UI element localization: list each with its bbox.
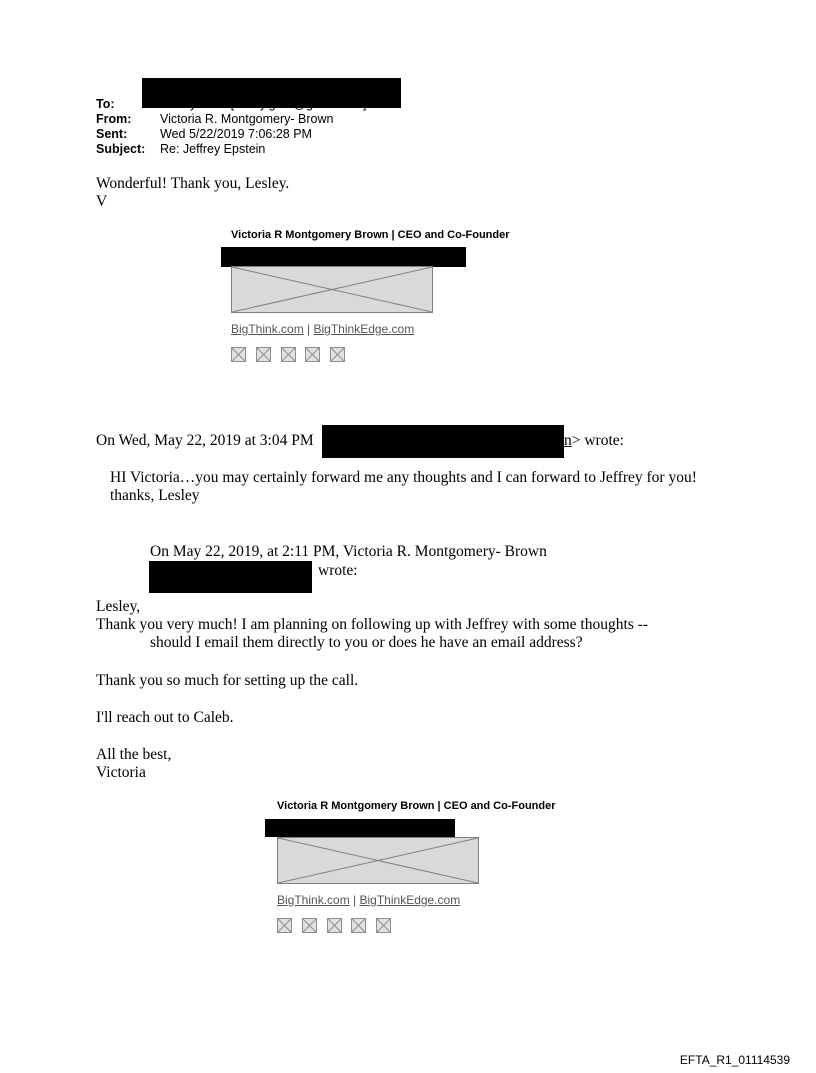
- sent-value: Wed 5/22/2019 7:06:28 PM: [160, 127, 312, 141]
- reply-line-1: Wonderful! Thank you, Lesley.: [96, 175, 290, 192]
- broken-image-icon[interactable]: [231, 347, 246, 362]
- redaction-bar: [265, 819, 455, 837]
- signature-logo-placeholder: [277, 837, 479, 884]
- quote2-intro-wrote: wrote:: [318, 562, 358, 579]
- social-icons-row: [277, 918, 397, 935]
- broken-image-icon[interactable]: [351, 918, 366, 933]
- from-value: Victoria R. Montgomery- Brown: [160, 112, 334, 126]
- link-separator: |: [303, 322, 314, 336]
- redaction-bar: [322, 425, 564, 458]
- quote2-sign-name: Victoria: [96, 764, 146, 781]
- bigthink-link[interactable]: BigThink.com: [231, 322, 304, 336]
- quote2-greeting: Lesley,: [96, 598, 141, 615]
- signature-links: [231, 322, 414, 336]
- quote2-para1-line-1: Thank you very much! I am planning on following up with Jeffrey with some thoughts --: [96, 616, 649, 633]
- broken-image-icon[interactable]: [302, 918, 317, 933]
- bigthinkedge-link[interactable]: BigThinkEdge.com: [359, 893, 461, 907]
- quote2-para2: Thank you so much for setting up the call.: [96, 672, 359, 689]
- broken-image-icon[interactable]: [330, 347, 345, 362]
- quote1-intro-trailing-char: n: [564, 432, 572, 449]
- broken-image-icon[interactable]: [281, 347, 296, 362]
- quote2-closing: All the best,: [96, 746, 172, 763]
- broken-image-icon[interactable]: [305, 347, 320, 362]
- quote2-para1-line-2: should I email them directly to you or does he have an email address?: [150, 634, 583, 651]
- broken-image-icon[interactable]: [327, 918, 342, 933]
- signature-name-title: Victoria R Montgomery Brown | CEO and Co-Founder: [231, 229, 510, 241]
- signature-logo-placeholder: [231, 266, 433, 313]
- quote1-intro: On Wed, May 22, 2019 at 3:04 PM: [96, 432, 314, 449]
- from-label: From:: [96, 112, 132, 126]
- quote1-intro-suffix: [564, 432, 624, 450]
- subject-value: Re: Jeffrey Epstein: [160, 142, 266, 156]
- reply-line-2: V: [96, 193, 108, 210]
- signature-links: [277, 893, 460, 907]
- quote1-body-line-2: thanks, Lesley: [110, 487, 200, 504]
- quote1-intro-wrote: > wrote:: [571, 432, 624, 449]
- bigthinkedge-link[interactable]: BigThinkEdge.com: [313, 322, 415, 336]
- sent-label: Sent:: [96, 127, 128, 141]
- broken-image-icon[interactable]: [256, 347, 271, 362]
- to-label: To:: [96, 97, 115, 111]
- quote1-body-line-1: HI Victoria…you may certainly forward me any thoughts and I can forward to Jeffrey for you!: [110, 469, 697, 486]
- redaction-bar: [149, 561, 312, 593]
- broken-image-icon[interactable]: [277, 918, 292, 933]
- social-icons-row: [231, 347, 351, 364]
- link-separator: |: [349, 893, 360, 907]
- bigthink-link[interactable]: BigThink.com: [277, 893, 350, 907]
- quote2-intro-line-1: On May 22, 2019, at 2:11 PM, Victoria R. Montgomery- Brown: [150, 543, 547, 560]
- redaction-bar: [142, 78, 401, 108]
- signature-name-title: Victoria R Montgomery Brown | CEO and Co-Founder: [277, 800, 556, 812]
- quote2-para3: I'll reach out to Caleb.: [96, 709, 234, 726]
- subject-label: Subject:: [96, 142, 146, 156]
- broken-image-icon[interactable]: [376, 918, 391, 933]
- redaction-bar: [221, 247, 466, 267]
- document-id: EFTA_R1_01114539: [679, 1053, 790, 1067]
